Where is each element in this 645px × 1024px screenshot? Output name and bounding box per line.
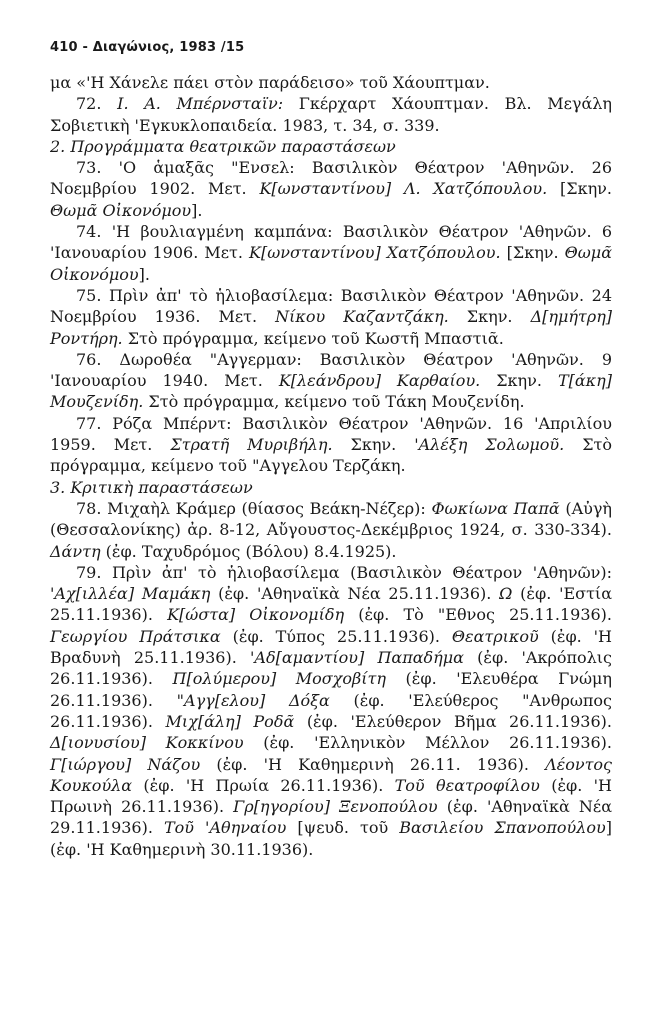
entry-text: (ἐφ. 'Η Βραδυνὴ 25.11.1936). (50, 626, 612, 668)
entry-text: 76. Δωροθέα "Αγγερμαν: Βασιλικὸν Θέατρον 'Αθηνῶν. 9 'Ιανουαρίου 1940. Μετ. (50, 349, 612, 391)
director-name: Θωμᾶ Οἰκονόμου (50, 243, 613, 284)
entry-74 (50, 221, 612, 285)
entry-text: (ἐφ. 'Ελληνικὸν Μέλλον 26.11.1936). (243, 733, 613, 753)
entry-79 (50, 562, 612, 860)
entry-author: Ι. Α. Μπέρνσταϊν: (117, 94, 284, 114)
entry-text: Σκην. (480, 371, 558, 391)
entry-text: Σκην. (332, 435, 415, 455)
entry-text: (ἐφ. 'Η Πρωία 26.11.1936). (132, 775, 395, 795)
critic-name: Γεωργίου Πράτσικα (50, 626, 221, 646)
translator-name: Κ[ωνσταντίνου] Χατζόπουλου. (249, 243, 501, 263)
critic-name: Βασιλείου Σπανοπούλου (399, 818, 606, 838)
intro-line: μα «'Η Χάνελε πάει στὸν παράδεισο» τοῦ Χάουπτμαν. (50, 73, 490, 92)
entry-text: (ἐφ. 'Αθηναϊκὰ Νέα 29.11.1936). (50, 797, 613, 838)
critic-name: Θεατρικοῦ (451, 626, 539, 646)
critic-name: Μιχ[άλη] Ροδᾶ (165, 711, 295, 731)
translator-name: Στρατῆ Μυριβήλη. (170, 435, 333, 455)
director-name: Τ[άκη] Μουζενίδη. (50, 371, 612, 412)
entry-text: (ἐφ. 'Ελεύθερον Βῆμα 26.11.1936). (294, 711, 612, 731)
critic-name: Τοῦ 'Αθηναίου (163, 818, 287, 838)
entry-text: [Σκην. (547, 179, 612, 199)
entry-text: ]. (191, 200, 203, 220)
critic-name: Ω (499, 584, 513, 604)
running-head: 410 - Διαγώνιος, 1983 /15 (50, 40, 245, 55)
entry-text: Γκέρχαρτ Χάουπτμαν. Βλ. Μεγάλη Σοβιετικὴ 'Εγκυκλοπαιδεία. 1983, τ. 34, σ. 339. (50, 94, 613, 135)
entry-78 (50, 498, 612, 562)
page-body (50, 72, 612, 860)
entry-text: [ψευδ. τοῦ (286, 818, 400, 838)
entry-text: (ἐφ. Τὸ "Εθνος 25.11.1936). (344, 605, 613, 625)
entry-text: 78. Μιχαὴλ Κράμερ (θίασος Βεάκη-Νέζερ): (76, 498, 432, 518)
entry-text: (ἐφ. Τύπος 25.11.1936). (220, 626, 452, 646)
critic-name: 'Αδ[αμαντίου] Παπαδήμα (249, 648, 464, 668)
entry-text: 74. 'Η βουλιαγμένη καμπάνα: Βασιλικὸν Θέατρον 'Αθηνῶν. 6 'Ιανουαρίου 1906. Μετ. (50, 222, 612, 263)
entry-text: 73. 'Ο ἁμαξᾶς "Ενσελ: Βασιλικὸν Θέατρον 'Αθηνῶν. 26 Νοεμβρίου 1902. Μετ. (50, 158, 612, 199)
entry-text: (ἐφ. 'Ακρόπολις 26.11.1936). (50, 648, 613, 689)
entry-text: ]. (138, 264, 150, 284)
entry-text: (ἐφ. 'Αθηναϊκὰ Νέα 25.11.1936). (210, 584, 500, 604)
section-heading-programmes: 2. Προγράμματα θεατρικῶν παραστάσεων (50, 136, 396, 156)
section-heading-criticism: 3. Κριτικὴ παραστάσεων (50, 477, 253, 497)
entry-text: Στὸ πρόγραμμα, κείμενο τοῦ Κωστῆ Μπαστιᾶ. (122, 328, 504, 348)
critic-name: Λέοντος Κουκούλα (50, 754, 613, 795)
entry-text: 77. Ρόζα Μπέρντ: Βασιλικὸν Θέατρον 'Αθηνῶν. 16 'Απριλίου 1959. Μετ. (50, 413, 612, 455)
entry-text: (ἐφ. Ταχυδρόμος (Βόλου) 8.4.1925). (100, 541, 397, 561)
entry-number: 72. (76, 94, 118, 114)
translator-name: Νίκου Καζαντζάκη. (275, 307, 449, 327)
entry-text: (ἐφ. 'Η Πρωινὴ 26.11.1936). (50, 775, 612, 817)
entry-text: (ἐφ. 'Ελεύθερος "Ανθρωπος 26.11.1936). (50, 690, 613, 731)
critic-name: "Αγγ[ελου] Δόξα (176, 690, 330, 710)
entry-text: (ἐφ. 'Η Καθημερινὴ 26.11. 1936). (200, 754, 546, 774)
entry-text: [Σκην. (500, 243, 565, 263)
entry-75 (50, 285, 612, 349)
entry-text: 79. Πρὶν ἀπ' τὸ ἡλιοβασίλεμα (Βασιλικὸν Θέατρον 'Αθηνῶν): (76, 562, 612, 582)
entry-76 (50, 349, 612, 413)
entry-text: (ἐφ. 'Εστία 25.11.1936). (50, 584, 613, 625)
critic-name: 'Αχ[ιλλέα] Μαμάκη (50, 584, 211, 604)
critic-name: Γρ[ηγορίου] Ξενοπούλου (233, 797, 438, 817)
director-name: 'Αλέξη Σολωμοῦ. (414, 435, 565, 455)
entry-text: Στὸ πρόγραμμα, κείμενο τοῦ "Αγγελου Τερζάκη. (50, 435, 612, 476)
critic-name: Φωκίωνα Παπᾶ (431, 498, 560, 518)
critic-name: Δάντη (50, 541, 101, 561)
critic-name: Δ[ιονυσίου] Κοκκίνου (50, 733, 244, 753)
critic-name: Γ[ιώργου] Νάζου (50, 754, 201, 774)
entry-text: (ἐφ. 'Ελευθέρα Γνώμη 26.11.1936). (50, 669, 613, 710)
director-name: Δ[ημήτρη] Ροντήρη. (50, 307, 613, 348)
entry-text: Στὸ πρόγραμμα, κείμενο τοῦ Τάκη Μουζενίδη. (143, 392, 525, 412)
director-name: Θωμᾶ Οἰκονόμου (50, 200, 192, 220)
critic-name: Τοῦ θεατροφίλου (394, 775, 540, 795)
entry-text: Σκην. (448, 307, 531, 327)
entry-text: ] (ἐφ. 'Η Καθημερινὴ 30.11.1936). (50, 818, 613, 859)
entry-text: (Αὐγὴ (Θεσσαλονίκης) ἀρ. 8-12, Αὔγουστος-Δεκέμβριος 1924, σ. 330-334). (50, 498, 612, 540)
entry-77 (50, 413, 612, 477)
entry-72 (50, 93, 612, 136)
translator-name: Κ[λεάνδρου] Καρθαίου. (278, 371, 481, 391)
entry-73 (50, 157, 612, 221)
critic-name: Κ[ώστα] Οἰκονομίδη (167, 605, 345, 625)
translator-name: Κ[ωνσταντίνου] Λ. Χατζόπουλου. (259, 179, 548, 199)
entry-text: 75. Πρὶν ἀπ' τὸ ἡλιοβασίλεμα: Βασιλικὸν Θέατρον 'Αθηνῶν. 24 Νοεμβρίου 1936. Μετ. (50, 285, 612, 327)
critic-name: Π[ολύμερου] Μοσχοβίτη (172, 669, 386, 689)
